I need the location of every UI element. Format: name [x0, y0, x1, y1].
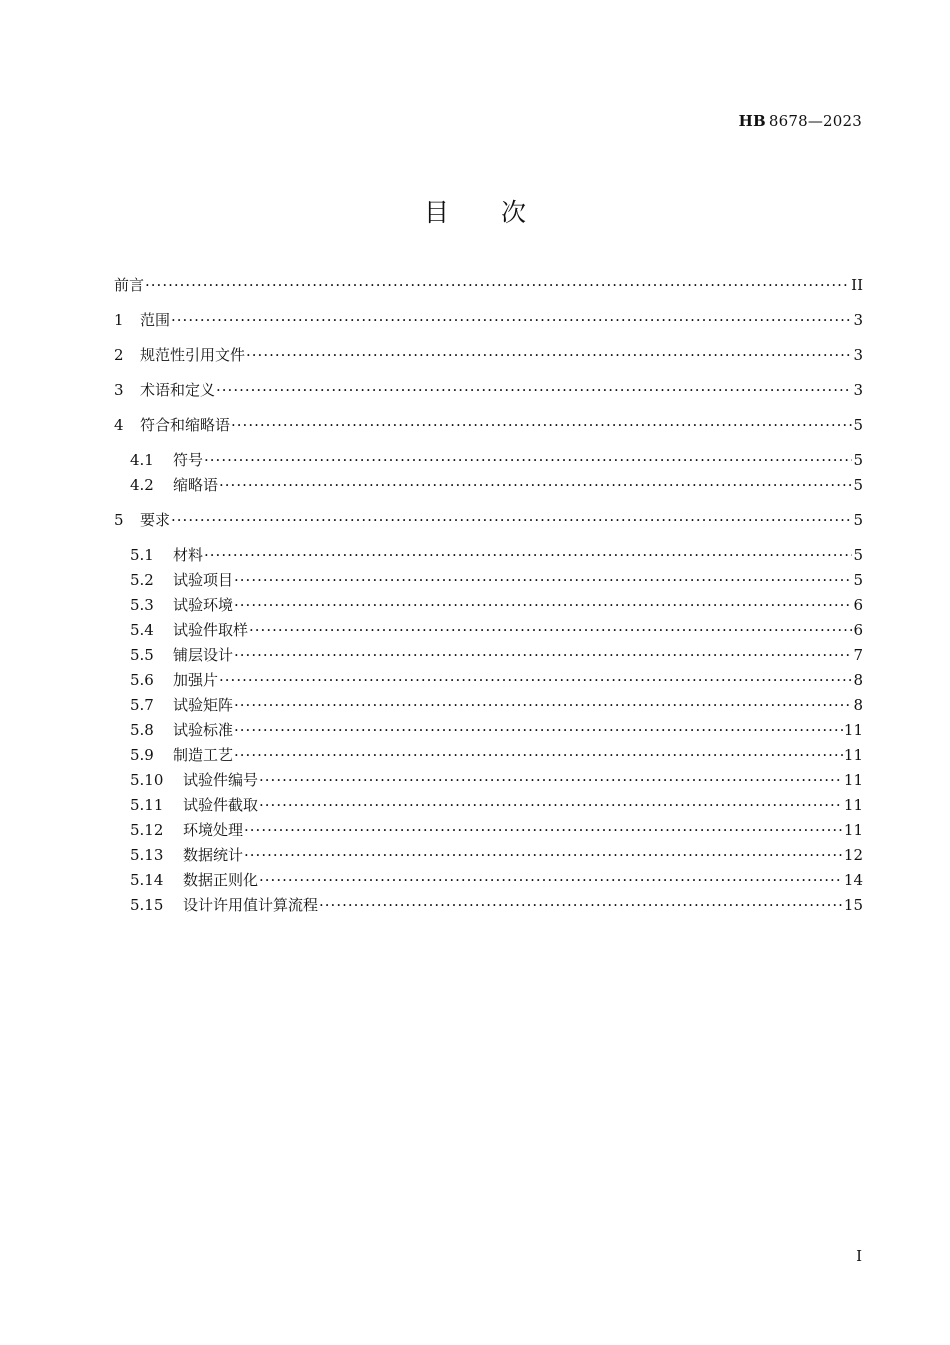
toc-entry-page: 5 — [853, 546, 863, 564]
document-code-prefix: HB — [738, 112, 766, 130]
toc-leader-dots — [216, 375, 852, 405]
toc-leader-dots — [171, 305, 852, 335]
toc-entry-number: 1 — [114, 311, 124, 329]
toc-entry-page: 11 — [843, 821, 863, 839]
toc-leader-dots — [319, 890, 843, 920]
toc-entry-label: 数据正则化 — [183, 871, 259, 889]
toc-entry-page: 11 — [843, 771, 863, 789]
toc-entry-number: 4 — [114, 416, 124, 434]
toc-entry-page: 6 — [853, 596, 863, 614]
toc-subentry[interactable] — [130, 890, 863, 920]
toc-entry-label: 试验件取样 — [173, 621, 249, 639]
toc-entry-number: 5.6 — [130, 671, 154, 689]
page-number: I — [856, 1247, 862, 1265]
toc-entry-label: 要求 — [140, 511, 171, 529]
toc-entry[interactable] — [114, 410, 863, 440]
toc-entry-number: 5.2 — [130, 571, 154, 589]
toc-leader-dots — [231, 410, 852, 440]
toc-entry-page: 5 — [853, 416, 863, 434]
toc-entry-page: 5 — [853, 571, 863, 589]
toc-entry-page: 5 — [853, 511, 863, 529]
toc-entry-number: 5.8 — [130, 721, 154, 739]
toc-entry-page: 15 — [843, 896, 863, 914]
toc-entry-number: 5.5 — [130, 646, 154, 664]
toc-entry-page: 11 — [843, 746, 863, 764]
toc-entry-number: 4.1 — [130, 451, 154, 469]
toc-entry-label: 符合和缩略语 — [140, 416, 231, 434]
toc-entry[interactable] — [114, 340, 863, 370]
toc-entry-number: 5.1 — [130, 546, 154, 564]
toc-entry-label: 数据统计 — [183, 846, 244, 864]
toc-entry-label: 制造工艺 — [173, 746, 234, 764]
toc-entry-page: 5 — [853, 451, 863, 469]
toc-entry-number: 5.7 — [130, 696, 154, 714]
toc-entry-page: 14 — [843, 871, 863, 889]
toc-entry-page: 7 — [853, 646, 863, 664]
toc-entry-number: 5.11 — [130, 796, 164, 814]
toc-entry-page: 8 — [853, 671, 863, 689]
toc-entry-label: 试验环境 — [173, 596, 234, 614]
toc-entry-label: 试验标准 — [173, 721, 234, 739]
toc-entry-page: II — [851, 276, 863, 294]
toc-entry-number: 5.13 — [130, 846, 164, 864]
toc-entry-number: 5.14 — [130, 871, 164, 889]
toc-entry[interactable] — [114, 505, 863, 535]
toc-entry-label: 术语和定义 — [140, 381, 216, 399]
toc-entry-page: 6 — [853, 621, 863, 639]
toc-entry-number: 4.2 — [130, 476, 154, 494]
toc-entry-label: 试验件截取 — [183, 796, 259, 814]
toc-entry-preface[interactable] — [114, 270, 863, 300]
toc-entry[interactable] — [114, 375, 863, 405]
toc-entry-label: 试验项目 — [173, 571, 234, 589]
toc-leader-dots — [145, 270, 850, 300]
toc-entry-label: 符号 — [173, 451, 204, 469]
toc-entry-label: 材料 — [173, 546, 204, 564]
toc-entry-label: 环境处理 — [183, 821, 244, 839]
toc-entry-label: 缩略语 — [173, 476, 219, 494]
toc-entry-page: 11 — [843, 796, 863, 814]
toc-leader-dots — [246, 340, 852, 370]
toc-entry-number: 5.4 — [130, 621, 154, 639]
document-code — [739, 112, 862, 130]
toc-entry-label: 试验矩阵 — [173, 696, 234, 714]
toc-entry-label: 前言 — [114, 276, 145, 294]
toc-entry-number: 5.10 — [130, 771, 164, 789]
toc-entry-label: 设计许用值计算流程 — [183, 896, 319, 914]
toc-entry-number: 5.15 — [130, 896, 164, 914]
toc-entry-label: 试验件编号 — [183, 771, 259, 789]
toc-leader-dots — [171, 505, 852, 535]
toc-entry-label: 铺层设计 — [173, 646, 234, 664]
toc-entry-label: 范围 — [140, 311, 171, 329]
toc-entry-number: 5 — [114, 511, 124, 529]
toc-entry-number: 5.3 — [130, 596, 154, 614]
toc-entry-page: 3 — [853, 381, 863, 399]
toc-entry-page: 3 — [853, 311, 863, 329]
toc-entry-number: 2 — [114, 346, 124, 364]
toc-subentry[interactable] — [130, 470, 863, 500]
toc-entry[interactable] — [114, 305, 863, 335]
toc-entry-page: 12 — [843, 846, 863, 864]
toc-leader-dots — [219, 470, 852, 500]
toc-entry-label: 规范性引用文件 — [140, 346, 246, 364]
toc-entry-page: 8 — [853, 696, 863, 714]
page-title: 目次 — [423, 198, 578, 227]
document-code-number: 8678—2023 — [768, 112, 862, 130]
toc-entry-number: 5.12 — [130, 821, 164, 839]
toc-entry-label: 加强片 — [173, 671, 219, 689]
toc-entry-page: 11 — [843, 721, 863, 739]
toc-entry-number: 3 — [114, 381, 124, 399]
toc-entry-page: 3 — [853, 346, 863, 364]
toc-entry-page: 5 — [853, 476, 863, 494]
toc-entry-number: 5.9 — [130, 746, 154, 764]
